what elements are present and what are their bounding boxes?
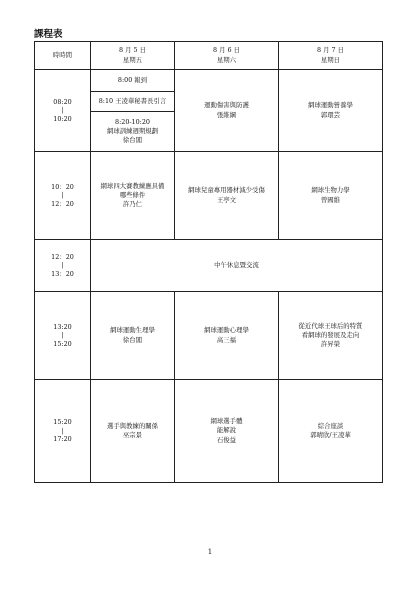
time-cell-slot-5 (35, 380, 91, 483)
session-text: 中午休息暨交流 (214, 260, 259, 269)
session-speaker: 郭環芸 (320, 110, 341, 119)
session-speaker: 許乃仁 (122, 200, 143, 209)
session-topic: 選手與教練的關係 (106, 421, 159, 430)
session-day3-slot5 (279, 380, 383, 483)
time-end: 10:20 (53, 114, 72, 123)
time-cell-slot-3 (35, 240, 91, 292)
time-end: 17:20 (53, 435, 72, 444)
session-speaker: 徐台閣 (122, 136, 143, 145)
session-speaker: 曾國維 (320, 195, 341, 204)
time-cell-slot-1 (35, 70, 91, 152)
session-speaker: 許昇榮 (320, 340, 341, 349)
time-start: 13:20 (53, 322, 72, 331)
page-title: 課程表 (34, 29, 63, 40)
time-cell-slot-4 (35, 292, 91, 380)
page-number: 1 (207, 548, 213, 556)
time-end: 12：20 (51, 199, 74, 208)
session-topic: 網球選手體 (210, 417, 243, 426)
session-speaker: 高三福 (216, 335, 237, 344)
header-day-2 (175, 42, 279, 70)
session-topic: 綜合座談 (317, 421, 344, 430)
time-sep: | (61, 331, 64, 340)
time-start: 10：20 (51, 182, 74, 191)
day-weekday: 星期六 (216, 55, 237, 64)
session-topic: 網球兒童專用器材減少受傷 (188, 186, 265, 195)
time-sep: | (61, 261, 64, 270)
session-day2-slot5 (175, 380, 279, 483)
session-text: 8:10 王凌華秘書長引言 (98, 96, 167, 105)
session-day2-slot2 (175, 152, 279, 240)
session-time: 8:20-10:20 (115, 117, 150, 126)
session-day1-slot2 (91, 152, 175, 240)
header-time-label: 時時間 (52, 50, 73, 59)
session-checkin (91, 70, 175, 92)
session-lunch-break (91, 240, 383, 292)
session-topic-cont: 哪些條件 (119, 190, 146, 199)
session-day2-slot1 (175, 70, 279, 152)
header-row (35, 42, 383, 70)
session-topic: 網球運動生理學 (110, 326, 155, 335)
session-topic-cont: 能解說 (216, 426, 237, 435)
session-day1-slot4 (91, 292, 175, 380)
day-date: 8 月 5 日 (118, 46, 146, 55)
header-time-cell (35, 42, 91, 70)
time-start: 08:20 (53, 97, 72, 106)
schedule-table (34, 41, 383, 483)
session-topic: 網球生物力學 (311, 186, 350, 195)
time-sep: | (61, 106, 64, 115)
session-topic: 運動傷害與防護 (204, 101, 249, 110)
header-day-1 (91, 42, 175, 70)
session-topic: 網球運動心理學 (204, 326, 249, 335)
session-topic: 網球運動營養學 (308, 101, 353, 110)
session-topic: 從近代球王球后的特質 (298, 321, 363, 330)
day-weekday: 星期五 (122, 55, 143, 64)
session-day3-slot1 (279, 70, 383, 152)
header-day-3 (279, 42, 383, 70)
session-speaker: 徐台閣 (122, 335, 143, 344)
session-topic: 網球四大賽教練應具備 (100, 181, 165, 190)
time-end: 15:20 (53, 339, 72, 348)
session-day3-slot2 (279, 152, 383, 240)
session-day1-slot1 (91, 112, 175, 152)
day-date: 8 月 7 日 (316, 46, 344, 55)
day-date: 8 月 6 日 (212, 46, 240, 55)
session-speaker: 張維綱 (216, 110, 237, 119)
session-day2-slot4 (175, 292, 279, 380)
session-text: 8:00 報到 (117, 75, 148, 84)
session-topic: 網球訓練週期規劃 (106, 126, 159, 135)
time-sep: | (61, 191, 64, 200)
time-cell-slot-2 (35, 152, 91, 240)
time-start: 15:20 (53, 418, 72, 427)
session-speaker: 巫宗景 (122, 431, 143, 439)
session-day3-slot4 (279, 292, 383, 380)
day-weekday: 星期日 (320, 55, 341, 64)
time-start: 12：20 (51, 252, 74, 261)
time-sep: | (61, 426, 64, 435)
session-opening-speech (91, 92, 175, 112)
session-speaker: 郭晴欣/王凌華 (310, 431, 351, 439)
session-topic-cont: 看網球的發展及走向 (301, 330, 360, 339)
session-speaker: 王亭文 (216, 195, 237, 204)
time-end: 13：20 (51, 269, 74, 278)
session-day1-slot5 (91, 380, 175, 483)
session-speaker: 石俊益 (216, 435, 237, 444)
